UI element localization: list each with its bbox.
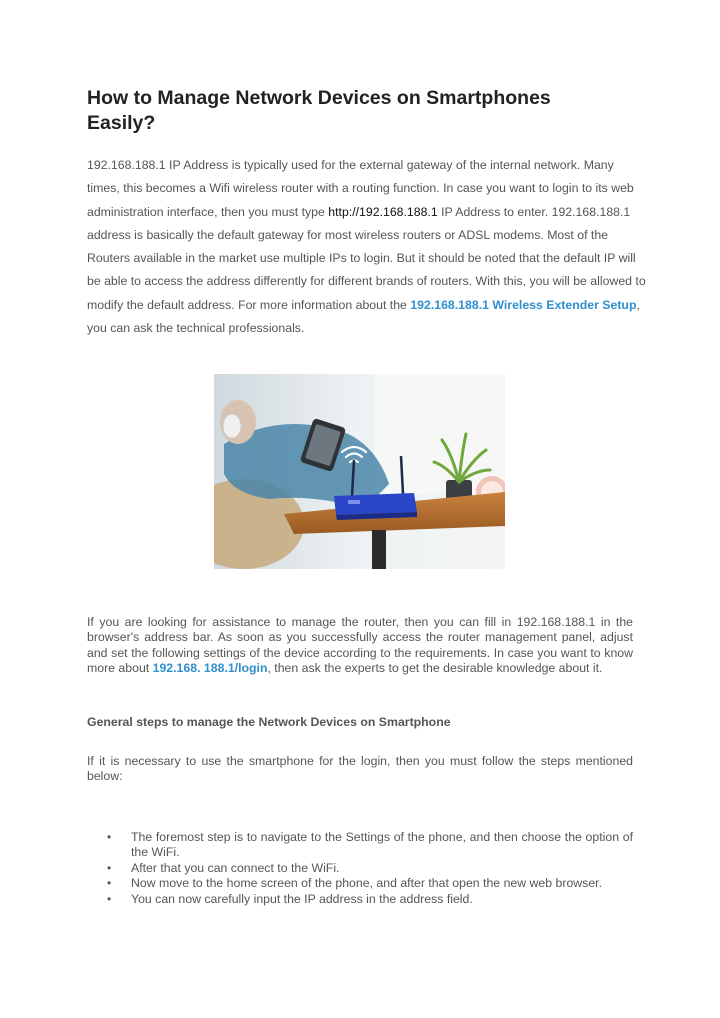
bullet-icon: • (107, 830, 112, 844)
para2-text-1: If you are looking for assistance to manage the router, then you can fill in 192.168.188.1 in the browser's address bar. As soon as you successfully access the router management panel, adjust and set the following settings of the device according to the requirements. In case you want to know more about (87, 615, 633, 676)
bullet-icon: • (107, 860, 112, 875)
router-url-link[interactable]: http://192.168.188.1 (328, 204, 438, 219)
router-on-table-illustration (214, 374, 505, 569)
intro-text-3: , you can ask the technical professionals. (87, 297, 640, 336)
router-management-paragraph (87, 615, 633, 677)
list-item (87, 830, 633, 861)
step-text: Now move to the home screen of the phone, and after that open the new web browser. (131, 876, 602, 891)
steps-intro-paragraph: If it is necessary to use the smartphone for the login, then you must follow the steps mentioned below: (87, 754, 633, 784)
bullet-icon: • (107, 876, 112, 891)
router-photo (214, 374, 505, 569)
list-item (87, 861, 633, 876)
step-text: After that you can connect to the WiFi. (131, 860, 340, 875)
bullet-icon: • (107, 891, 112, 906)
para2-text-2: , then ask the experts to get the desirable knowledge about it. (267, 661, 603, 676)
intro-paragraph (87, 154, 647, 340)
intro-text-2: IP Address to enter. 192.168.188.1 address is basically the default gateway for most wireless routers or ADSL modems. Most of the Routers available in the market use multiple IPs to login. But it should be noted that the default IP will be able to access the address differently for different brands of routers. With this, you will be allowed to modify the default address. For more information about the (87, 204, 646, 312)
step-text: You can now carefully input the IP address in the address field. (131, 891, 473, 906)
intro-text-1: 192.168.188.1 IP Address is typically used for the external gateway of the internal network. Many times, this becomes a Wifi wireless router with a routing function. In case you want to login to its web administration interface, then you must type (87, 158, 634, 219)
article-title: How to Manage Network Devices on Smartphones Easily? (87, 87, 551, 134)
steps-subheading: General steps to manage the Network Devices on Smartphone (87, 715, 451, 729)
list-item (87, 892, 633, 907)
list-item (87, 876, 633, 891)
wireless-extender-setup-link[interactable]: 192.168.188.1 Wireless Extender Setup (410, 297, 637, 312)
step-text: The foremost step is to navigate to the Settings of the phone, and then choose the option of the WiFi. (131, 830, 633, 860)
steps-list (87, 830, 633, 907)
login-link[interactable]: 192.168. 188.1/login (152, 661, 268, 676)
